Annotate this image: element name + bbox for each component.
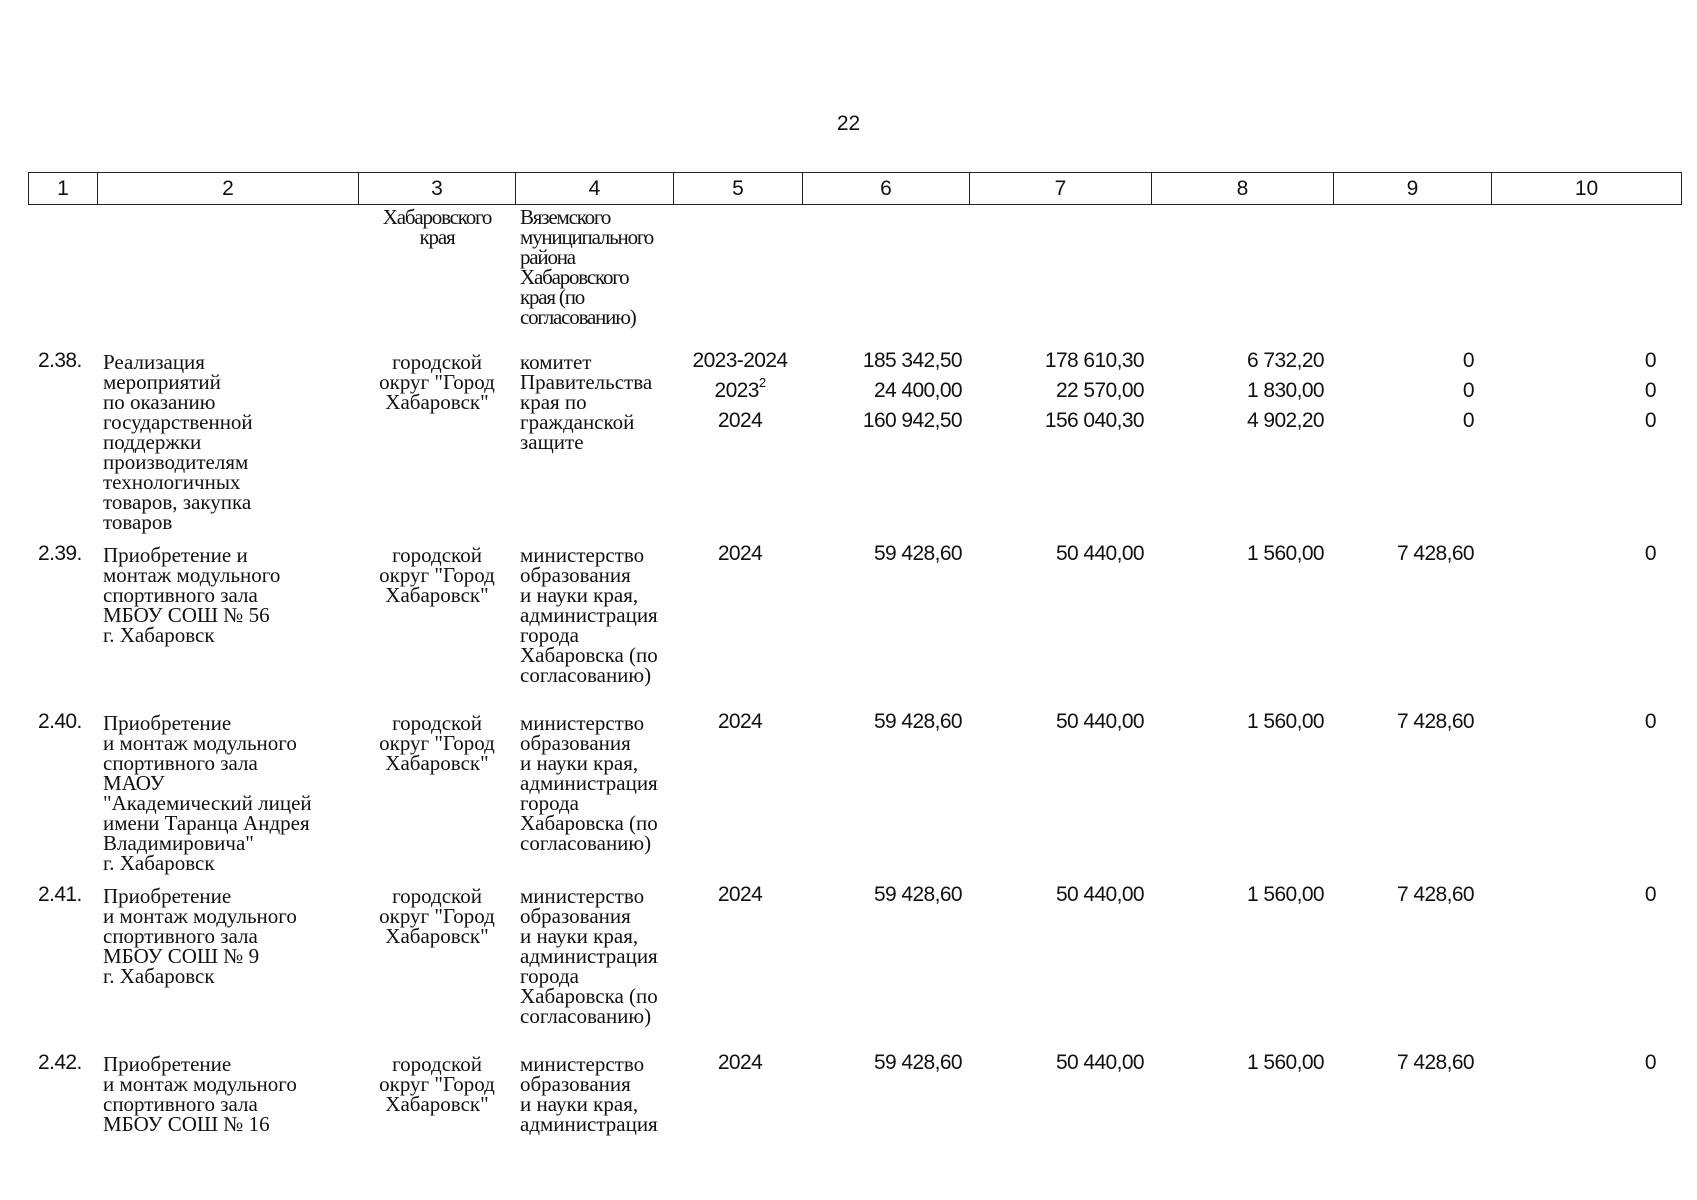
row-years <box>675 346 805 436</box>
year-value: 2024 <box>717 883 763 906</box>
row-territory: городской округ "Город Хабаровск" <box>379 1052 495 1116</box>
col8-value: 1 830,00 <box>1247 379 1324 402</box>
col7-value: 50 440,00 <box>1055 883 1144 906</box>
row-territory: городской округ "Город Хабаровск" <box>379 543 495 607</box>
year-value: 2023 <box>714 379 759 402</box>
column-header-8: 8 <box>1152 173 1334 205</box>
row-executor: комитет Правительства края по гражданской защите <box>520 350 653 454</box>
row-territory: городской округ "Город Хабаровск" <box>379 711 495 775</box>
col10-value: 0 <box>1644 409 1656 432</box>
col9-value: 7 428,60 <box>1397 542 1474 565</box>
row-name: Приобретение и монтаж модульного спортивного зала МБОУ СОШ № 56 г. Хабаровск <box>103 543 281 647</box>
col10-value: 0 <box>1644 542 1656 565</box>
col8-value: 4 902,20 <box>1247 409 1324 432</box>
col7-value: 22 570,00 <box>1055 379 1144 402</box>
col8-value: 1 560,00 <box>1247 883 1324 906</box>
col10-value: 0 <box>1644 379 1656 402</box>
total-value: 59 428,60 <box>873 542 962 565</box>
col7-value: 178 610,30 <box>1044 349 1144 372</box>
column-header-7: 7 <box>970 173 1152 205</box>
col10-value: 0 <box>1644 349 1656 372</box>
year-value: 2024 <box>717 710 763 733</box>
row-name: Приобретение и монтаж модульного спортивного зала МБОУ СОШ № 9 г. Хабаровск <box>103 884 297 988</box>
row-name: Реализация мероприятий по оказанию государственной поддержки производителям технологичных товаров, закупка товаров <box>103 350 253 534</box>
page-number: 22 <box>836 112 861 135</box>
column-header-1: 1 <box>29 173 98 205</box>
col10-value: 0 <box>1644 883 1656 906</box>
col10-value: 0 <box>1644 710 1656 733</box>
year-value: 2023-2024 <box>692 349 788 372</box>
col9-value: 7 428,60 <box>1397 1051 1474 1074</box>
col7-value: 156 040,30 <box>1044 409 1144 432</box>
footnote-mark: 2 <box>758 375 766 390</box>
col7-value: 50 440,00 <box>1055 1051 1144 1074</box>
column-header-5: 5 <box>674 173 803 205</box>
row-col8-values <box>1150 346 1324 436</box>
year-value: 2024 <box>717 1051 763 1074</box>
col8-value: 1 560,00 <box>1247 1051 1324 1074</box>
row-executor: министерство образования и науки края, администрация <box>520 1052 658 1136</box>
row-number: 2.39. <box>38 542 82 565</box>
row-number: 2.38. <box>38 349 82 372</box>
row-number: 2.42. <box>38 1051 82 1074</box>
row-col9-values <box>1330 346 1474 436</box>
column-header-6: 6 <box>803 173 970 205</box>
year-value: 2024 <box>717 409 763 432</box>
row-territory: городской округ "Город Хабаровск" <box>379 350 495 414</box>
col9-value: 7 428,60 <box>1397 710 1474 733</box>
row-number: 2.41. <box>38 883 82 906</box>
row-executor: министерство образования и науки края, администрация города Хабаровска (по согласованию) <box>520 884 658 1028</box>
col7-value: 50 440,00 <box>1055 542 1144 565</box>
total-value: 24 400,00 <box>873 379 962 402</box>
col7-value: 50 440,00 <box>1055 710 1144 733</box>
col9-value: 0 <box>1462 349 1474 372</box>
col9-value: 0 <box>1462 409 1474 432</box>
column-header-9: 9 <box>1334 173 1492 205</box>
col8-value: 6 732,20 <box>1247 349 1324 372</box>
column-header-10: 10 <box>1492 173 1682 205</box>
col10-value: 0 <box>1644 1051 1656 1074</box>
year-value: 2024 <box>717 542 763 565</box>
continuation-executor: Вяземского муниципального района Хабаровского края (по согласованию) <box>520 205 654 329</box>
continuation-territory: Хабаровского края <box>382 205 492 249</box>
col9-value: 7 428,60 <box>1397 883 1474 906</box>
row-name: Приобретение и монтаж модульного спортивного зала МБОУ СОШ № 16 <box>103 1052 297 1136</box>
col8-value: 1 560,00 <box>1247 710 1324 733</box>
column-header-4: 4 <box>516 173 674 205</box>
total-value: 160 942,50 <box>862 409 962 432</box>
column-header-2: 2 <box>98 173 359 205</box>
total-value: 59 428,60 <box>873 710 962 733</box>
total-value: 59 428,60 <box>873 883 962 906</box>
row-name: Приобретение и монтаж модульного спортивного зала МАОУ "Академический лицей имени Таранца Андрея Владимировича" г. Хабаровск <box>103 711 312 875</box>
column-header-3: 3 <box>359 173 516 205</box>
col8-value: 1 560,00 <box>1247 542 1324 565</box>
total-value: 59 428,60 <box>873 1051 962 1074</box>
row-executor: министерство образования и науки края, администрация города Хабаровска (по согласованию) <box>520 543 658 687</box>
total-value: 185 342,50 <box>862 349 962 372</box>
row-territory: городской округ "Город Хабаровск" <box>379 884 495 948</box>
row-number: 2.40. <box>38 710 82 733</box>
row-executor: министерство образования и науки края, администрация города Хабаровска (по согласованию) <box>520 711 658 855</box>
row-col10-values <box>1480 346 1656 436</box>
row-totals <box>810 346 962 436</box>
year-value-with-footnote <box>675 376 805 406</box>
row-col7-values <box>975 346 1144 436</box>
col9-value: 0 <box>1462 379 1474 402</box>
